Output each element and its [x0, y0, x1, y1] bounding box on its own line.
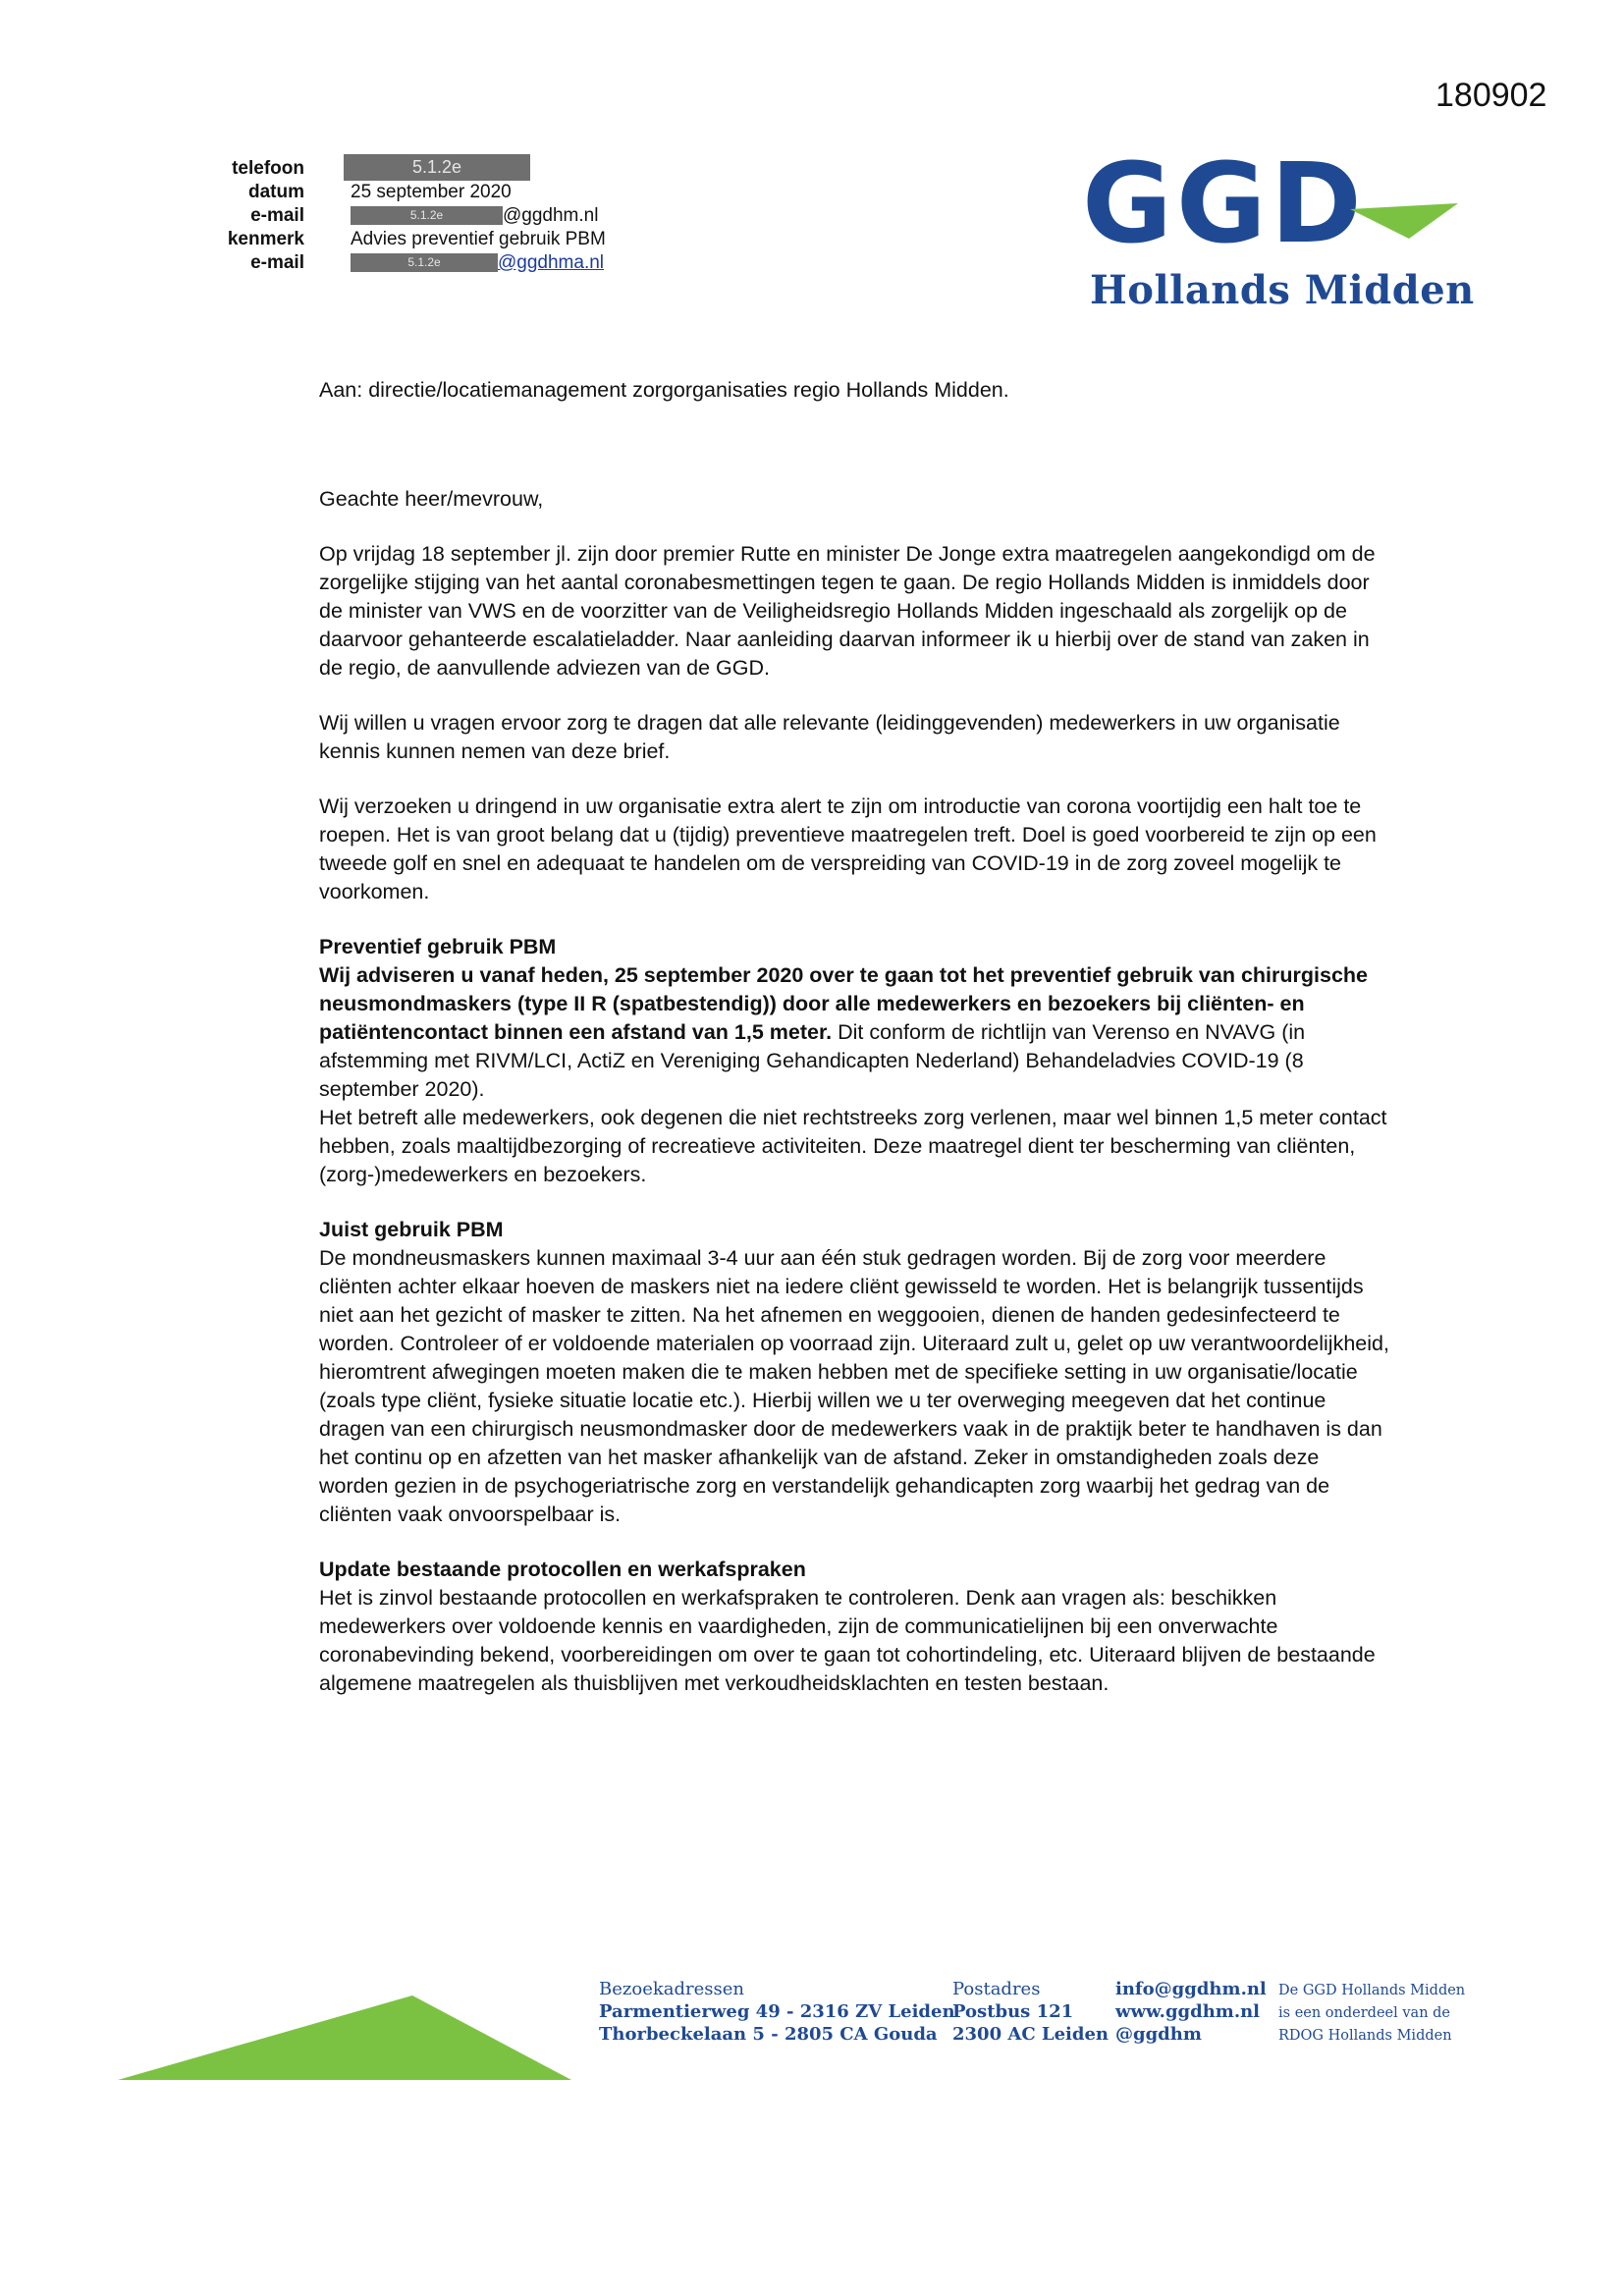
footer-postal-address: [952, 1978, 1109, 2046]
footer-visit-title: Bezoekadressen: [599, 1979, 744, 1999]
paragraph-urgent-request: Wij verzoeken u dringend in uw organisatie extra alert te zijn om introductie van corona voortijdig een halt toe te roepen. Het is van groot belang dat u (tijdig) preventieve maatregelen treft. Doel is goed voorbereid te zijn op een tweede golf en snel en adequaat te handelen om de verspreiding van COVID-19 in de zorg zoveel mogelijk te voorkomen.: [319, 794, 1377, 903]
footer-post-box: Postbus 121: [952, 2001, 1074, 2022]
redacted-phone: 5.1.2e: [344, 154, 530, 181]
footer-website-link[interactable]: www.ggdhm.nl: [1115, 2001, 1261, 2022]
footer-post-title: Postadres: [952, 1979, 1041, 1999]
paragraph-juist-gebruik: De mondneusmaskers kunnen maximaal 3-4 uur aan één stuk gedragen worden. Bij de zorg voor meerdere cliënten achter elkaar hoeven de maskers niet na iedere cliënt gewisseld te worden. Het is belangrijk tussentijds niet aan het gezicht of masker te zitten. Na het afnemen en weggooien, dienen de handen gedesinfecteerd te worden. Controleer of er voldoende materialen op voorraad zijn. Uiteraard zult u, gelet op uw verantwoordelijkheid, hieromtrent afwegingen moeten maken die te maken hebben met de specifieke setting in uw organisatie/locatie (zoals type cliënt, fysieke situatie locatie etc.). Hierbij willen we u ter overweging meegeven dat het continue dragen van een chirurgisch neusmondmasker door de medewerkers vaak in de praktijk beter te handhaven is dan het continu op en afzetten van het masker afhankelijk van de afstand. Zeker in omstandigheden zoals deze worden gezien in de psychogeriatrische zorg en verstandelijk gehandicapten zorg waarbij het gedrag van de cliënten vaak onvoorspelbaar is.: [319, 1246, 1389, 1526]
letter-body: [319, 376, 1389, 1698]
logo-green-swoosh-icon: [1350, 191, 1458, 241]
paragraph-intro: Op vrijdag 18 september jl. zijn door premier Rutte en minister De Jonge extra maatregelen aangekondigd om de zorgelijke stijging van het aantal coronabesmettingen tegen te gaan. De regio Hollands Midden is inmiddels door de minister van VWS en de voorzitter van de Veiligheidsregio Hollands Midden ingeschaald als zorgelijk op de daarvoor gehanteerde escalatieladder. Naar aanleiding daarvan informeer ik u hierbij over de stand van zaken in de regio, de aanvullende adviezen van de GGD.: [319, 542, 1376, 680]
kenmerk-label: kenmerk: [227, 229, 304, 249]
paragraph-protocollen: Het is zinvol bestaande protocollen en werkafspraken te controleren. Denk aan vragen als: beschikken medewerkers over voldoende kennis en vaardigheden, zijn de communicatielijnen bij een onverwachte coronabevinding bekend, voorbereidingen om over te gaan tot cohortindeling, etc. Uiteraard blijven de bestaande algemene maatregelen als thuisblijven met verkoudheidsklachten en testen bestaan.: [319, 1586, 1376, 1695]
email2-label: e-mail: [250, 252, 304, 273]
footer-org-line-2: is een onderdeel van de: [1278, 2005, 1450, 2021]
email1-label: e-mail: [250, 205, 304, 226]
paragraph-preventief: [319, 961, 1389, 1104]
footer-organisation-note: [1278, 1980, 1465, 2048]
ggd-logo-wordmark: GGD: [1082, 140, 1366, 268]
advice-guideline-reference: Dit conform de richtlijn van Verenso en NVAVG (in afstemming met RIVM/LCI, ActiZ en Vereniging Gehandicapten Nederland) Behandeladvies COVID-19 (8 september 2020).: [319, 1020, 1306, 1101]
footer-post-city: 2300 AC Leiden: [952, 2024, 1109, 2045]
email2-link[interactable]: @ggdhma.nl: [498, 252, 605, 273]
footer-org-line-1: De GGD Hollands Midden: [1278, 1983, 1466, 1998]
footer-green-triangle-icon: [118, 1994, 579, 2082]
ggd-logo-subtitle: Hollands Midden: [1090, 267, 1475, 313]
telefoon-label: telefoon: [232, 158, 304, 179]
email1-domain: @ggdhm.nl: [503, 205, 599, 226]
advice-bold-statement: Wij adviseren u vanaf heden, 25 september 2020 over te gaan tot het preventief gebruik van chirurgische neusmondmaskers (type II R (spatbestendig)) door alle medewerkers en bezoekers bij cliënten- en patiëntencontact binnen een afstand van 1,5 meter.: [319, 963, 1368, 1044]
paragraph-preventief-scope: Het betreft alle medewerkers, ook degenen die niet rechtstreeks zorg verlenen, maar wel binnen 1,5 meter contact hebben, zoals maaltijdbezorging of recreatieve activiteiten. Deze maatregel dient ter bescherming van cliënten, (zorg-)medewerkers en bezoekers.: [319, 1106, 1387, 1186]
redacted-email2: 5.1.2e: [351, 253, 498, 272]
footer-visit-gouda: Thorbeckelaan 5 - 2805 CA Gouda: [599, 2024, 938, 2045]
footer-contact: [1115, 1978, 1267, 2046]
datum-label: datum: [248, 182, 304, 202]
document-number: 180902: [1435, 77, 1547, 114]
redacted-email1: 5.1.2e: [351, 206, 503, 225]
section-heading-protocollen: Update bestaande protocollen en werkafspraken: [319, 1558, 806, 1581]
salutation: Geachte heer/mevrouw,: [319, 487, 544, 511]
footer-org-line-3: RDOG Hollands Midden: [1278, 2028, 1452, 2044]
footer-email-link[interactable]: info@ggdhm.nl: [1115, 1979, 1267, 1999]
kenmerk-value: Advies preventief gebruik PBM: [351, 229, 606, 249]
recipient-line: Aan: directie/locatiemanagement zorgorganisaties regio Hollands Midden.: [319, 378, 1009, 402]
footer-visit-leiden: Parmentierweg 49 - 2316 ZV Leiden: [599, 2001, 955, 2022]
footer-visit-addresses: [599, 1978, 955, 2046]
datum-value: 25 september 2020: [351, 182, 512, 202]
section-heading-preventief: Preventief gebruik PBM: [319, 935, 557, 958]
section-heading-juist-gebruik: Juist gebruik PBM: [319, 1218, 504, 1241]
paragraph-distribution: Wij willen u vragen ervoor zorg te dragen dat alle relevante (leidinggevenden) medewerkers in uw organisatie kennis kunnen nemen van deze brief.: [319, 711, 1340, 763]
footer-social-handle[interactable]: @ggdhm: [1115, 2024, 1202, 2045]
